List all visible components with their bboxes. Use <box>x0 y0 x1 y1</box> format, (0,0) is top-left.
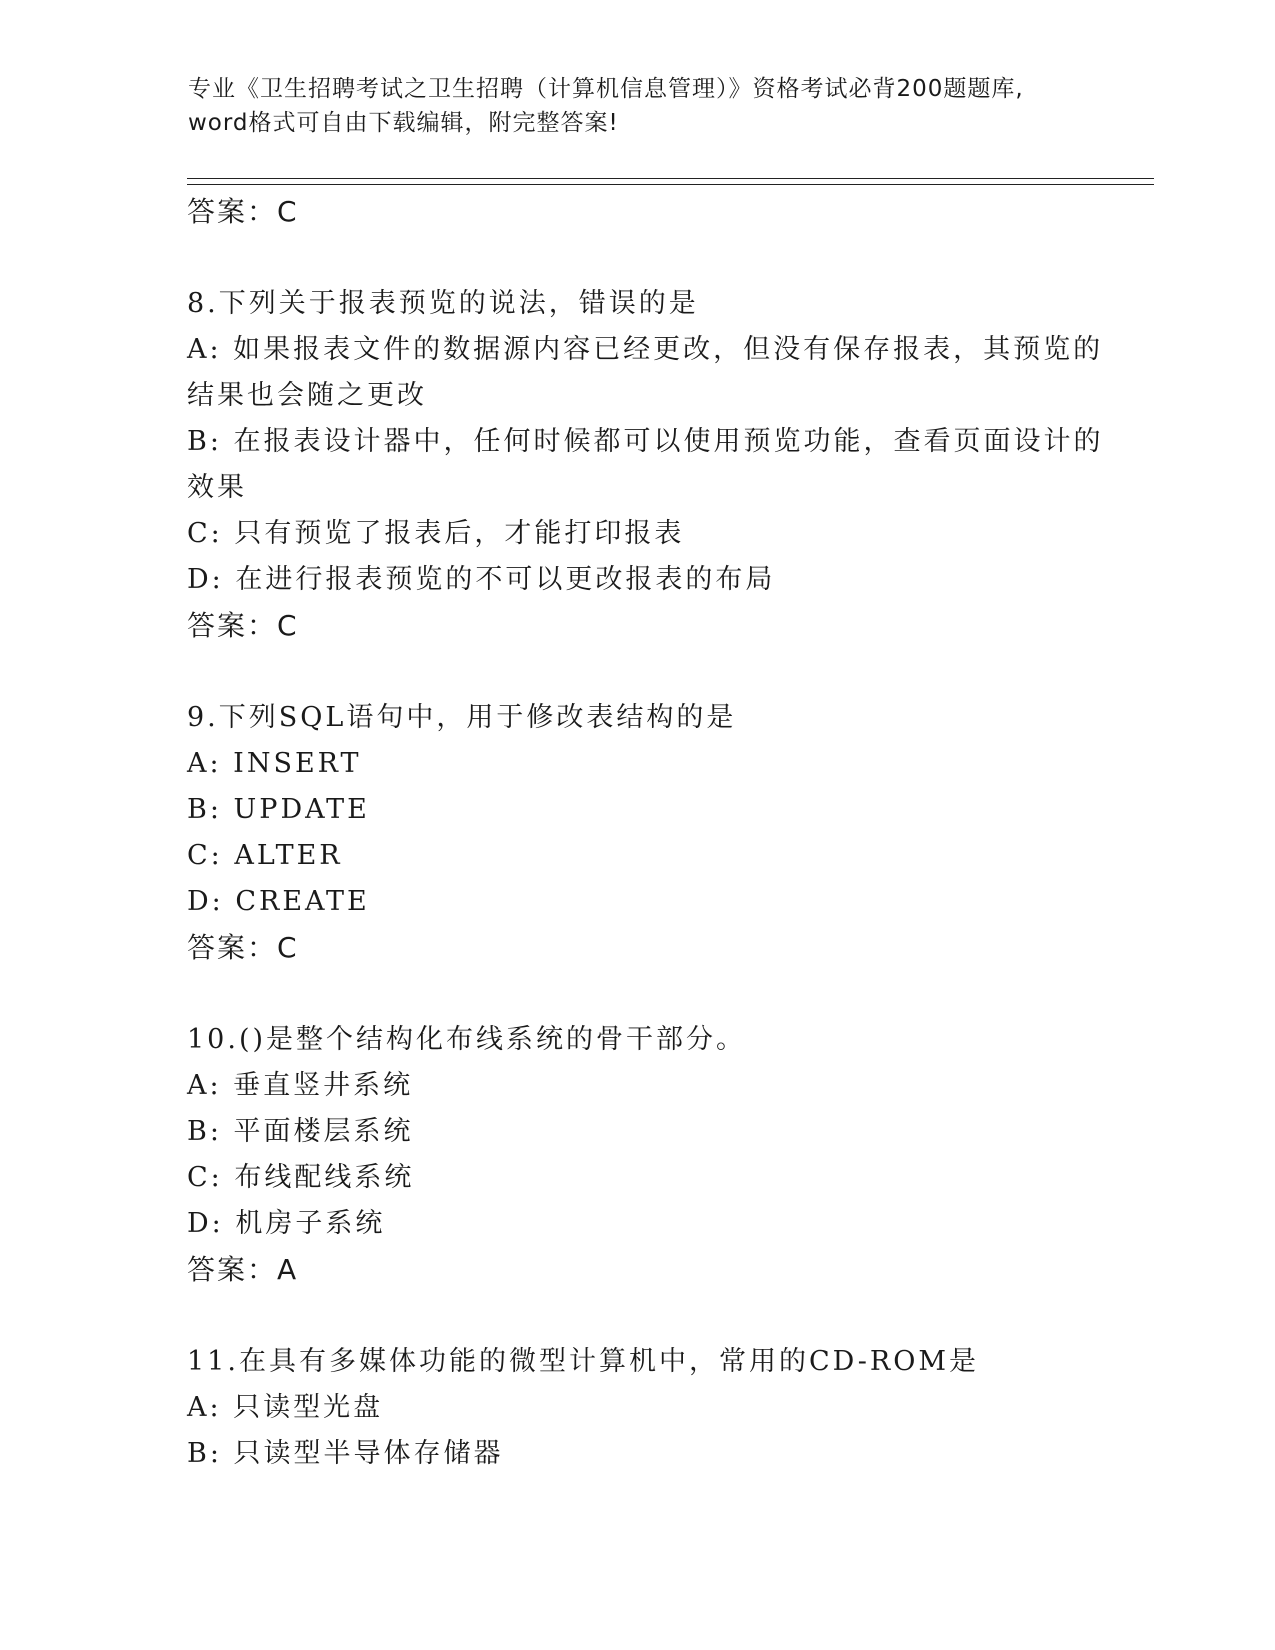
option-line: 效果 <box>187 472 247 503</box>
spacer <box>187 235 1087 281</box>
option-line: A: 只读型光盘 <box>187 1392 384 1423</box>
option-line: B: 在报表设计器中，任何时候都可以使用预览功能，查看页面设计的 <box>187 426 1104 457</box>
option-line: B: 平面楼层系统 <box>187 1116 414 1147</box>
answer-line: 答案：C <box>187 195 299 228</box>
option-line: A: INSERT <box>187 748 362 779</box>
option-line: C: ALTER <box>187 840 343 871</box>
option-line: B: 只读型半导体存储器 <box>187 1438 504 1469</box>
question-list <box>187 189 1104 1477</box>
spacer <box>187 971 1087 1017</box>
answer-line: 答案：C <box>187 931 299 964</box>
option-line: C: 布线配线系统 <box>187 1162 415 1193</box>
question-stem: 10.()是整个结构化布线系统的骨干部分。 <box>187 1024 747 1055</box>
header-divider <box>187 178 1154 179</box>
question-stem: 8.下列关于报表预览的说法，错误的是 <box>187 288 699 319</box>
header-line: 专业《卫生招聘考试之卫生招聘（计算机信息管理）》资格考试必背200题题库, <box>188 76 1024 102</box>
option-line: 结果也会随之更改 <box>187 380 427 411</box>
question-item <box>187 281 1104 649</box>
question-stem: 9.下列SQL语句中，用于修改表结构的是 <box>187 702 737 733</box>
option-line: D: 在进行报表预览的不可以更改报表的布局 <box>187 564 776 595</box>
question-item <box>187 695 1087 971</box>
question-stem: 11.在具有多媒体功能的微型计算机中，常用的CD-ROM是 <box>187 1346 979 1377</box>
answer-line: 答案：C <box>187 609 299 642</box>
answer-line: 答案：A <box>187 1253 299 1286</box>
question-item <box>187 1017 1087 1293</box>
option-line: C: 只有预览了报表后，才能打印报表 <box>187 518 685 549</box>
question-item <box>187 1339 1087 1477</box>
option-line: A: 如果报表文件的数据源内容已经更改，但没有保存报表，其预览的 <box>187 334 1104 365</box>
spacer <box>187 649 1087 695</box>
option-line: B: UPDATE <box>187 794 370 825</box>
header-divider <box>187 184 1154 185</box>
header-line: word格式可自由下载编辑，附完整答案! <box>188 110 619 136</box>
option-line: D: CREATE <box>187 886 370 917</box>
option-line: A: 垂直竖井系统 <box>187 1070 414 1101</box>
spacer <box>187 1293 1087 1339</box>
option-line: D: 机房子系统 <box>187 1208 386 1239</box>
page-header <box>188 72 1088 140</box>
